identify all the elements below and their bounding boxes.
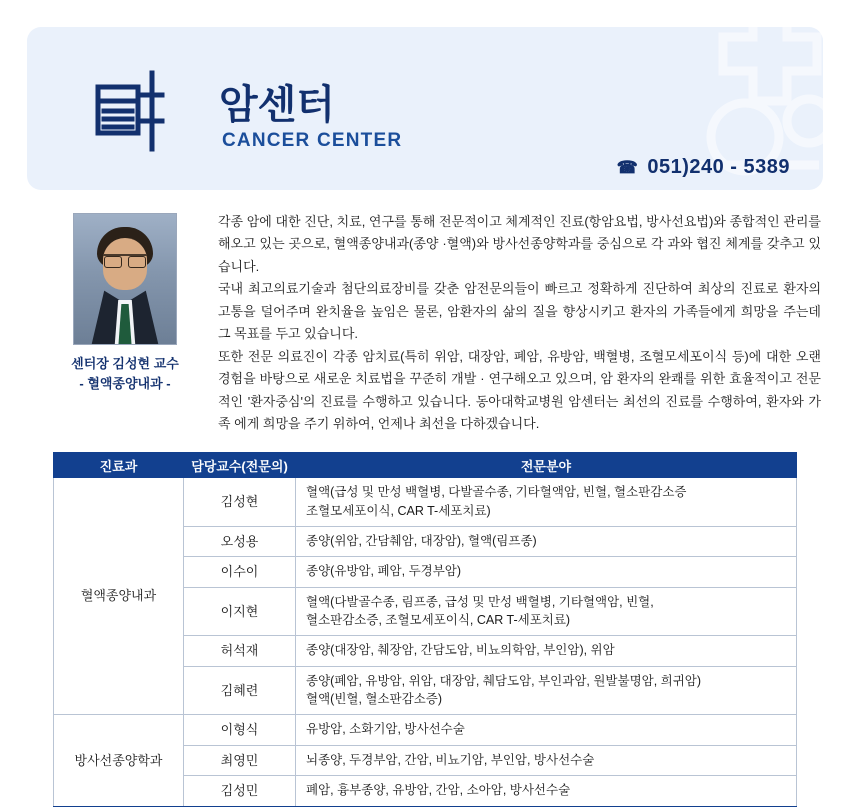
director-name: 센터장 김성현 교수 — [71, 356, 179, 371]
column-header-specialty: 전문분야 — [296, 453, 797, 478]
table-cell-doctor: 최영민 — [184, 745, 296, 776]
phone-number-text: 051)240 - 5389 — [647, 156, 790, 178]
table-cell-doctor: 오성용 — [184, 526, 296, 557]
table-cell-specialty: 종양(대장암, 췌장암, 간담도암, 비뇨의학암, 부인암), 위암 — [296, 636, 797, 667]
director-department: - 혈액종양내과 - — [79, 376, 171, 392]
column-header-doctor: 담당교수(전문의) — [184, 453, 296, 478]
table-cell-specialty: 종양(위암, 간담췌암, 대장암), 혈액(림프종) — [296, 526, 797, 557]
table-cell-doctor: 김혜련 — [184, 666, 296, 715]
intro-paragraph-3: 또한 전문 의료진이 각종 암치료(특히 위암, 대장암, 폐암, 유방암, 백혈병, 조혈모세포이식 등)에 대한 오랜 경험을 바탕으로 새로운 치료법을 꾸준히 개발 · 연구해오고 있으며, 암 환자의 완쾌를 위한 효율적이고 전문적인 '환자중심'의 진료를 수행하고 있습니다. 동아대학교병원 암센터는 최선의 진료를 수행하여, 환자와 가족 에게 희망을 주기 위하여, 언제나 최선을 다하겠습니다. — [218, 348, 821, 432]
table-cell-doctor: 이수이 — [184, 557, 296, 588]
center-director-profile — [60, 213, 190, 394]
intro-paragraph-2: 국내 최고의료기술과 첨단의료장비를 갖춘 암전문의들이 빠르고 정확하게 진단하여 최상의 진료로 환자의 고통을 덜어주며 완치율을 높임은 물론, 암환자의 삶의 질을 향상시키고 환자의 가족들에게 희망을 주는데 그 목표를 두고 있습니다. — [218, 281, 821, 342]
intro-paragraph-1: 각종 암에 대한 진단, 치료, 연구를 통해 전문적이고 체계적인 진료(항암요법, 방사선요법)와 종합적인 관리를 해오고 있는 곳으로, 혈액종양내과(종양 ·혈액)와 방사선종양학과를 중심으로 각 과와 협진 체계를 갖추고 있습니다. — [218, 214, 821, 274]
intro-text — [218, 211, 821, 436]
table-cell-department: 혈액종양내과 — [54, 478, 184, 715]
avatar-glasses — [103, 254, 147, 265]
table-cell-doctor: 김성민 — [184, 776, 296, 807]
table-cell-doctor: 이형식 — [184, 715, 296, 746]
doctor-specialty-table — [53, 452, 797, 807]
phone-number — [617, 156, 790, 179]
page-title: 암센터 — [219, 83, 335, 127]
table-cell-doctor: 김성현 — [184, 478, 296, 527]
avatar — [73, 213, 177, 345]
table-cell-specialty: 종양(폐암, 유방암, 위암, 대장암, 췌담도암, 부인과암, 원발불명암, 희귀암) 혈액(빈혈, 혈소판감소증) — [296, 666, 797, 715]
table-cell-doctor: 허석재 — [184, 636, 296, 667]
table-cell-specialty: 혈액(급성 및 만성 백혈병, 다발골수종, 기타혈액암, 빈혈, 혈소판감소증 조혈모세포이식, CAR T-세포치료) — [296, 478, 797, 527]
column-header-department: 진료과 — [54, 453, 184, 478]
table-cell-specialty: 유방암, 소화기암, 방사선수술 — [296, 715, 797, 746]
iv-drip-icon — [90, 65, 182, 157]
page-subtitle: CANCER CENTER — [222, 130, 403, 151]
table-cell-doctor: 이지현 — [184, 587, 296, 636]
table-header-row — [54, 453, 797, 478]
table-row — [54, 715, 797, 746]
table-row — [54, 478, 797, 527]
telephone-icon: ☎ — [616, 158, 639, 177]
table-cell-specialty: 폐암, 흉부종양, 유방암, 간암, 소아암, 방사선수술 — [296, 776, 797, 807]
table-cell-specialty: 뇌종양, 두경부암, 간암, 비뇨기암, 부인암, 방사선수술 — [296, 745, 797, 776]
table-cell-specialty: 종양(유방암, 폐암, 두경부암) — [296, 557, 797, 588]
table-cell-specialty: 혈액(다발골수종, 림프종, 급성 및 만성 백혈병, 기타혈액암, 빈혈, 혈소판감소증, 조혈모세포이식, CAR T-세포치료) — [296, 587, 797, 636]
table-cell-department: 방사선종양학과 — [54, 715, 184, 807]
header-banner — [27, 27, 823, 190]
